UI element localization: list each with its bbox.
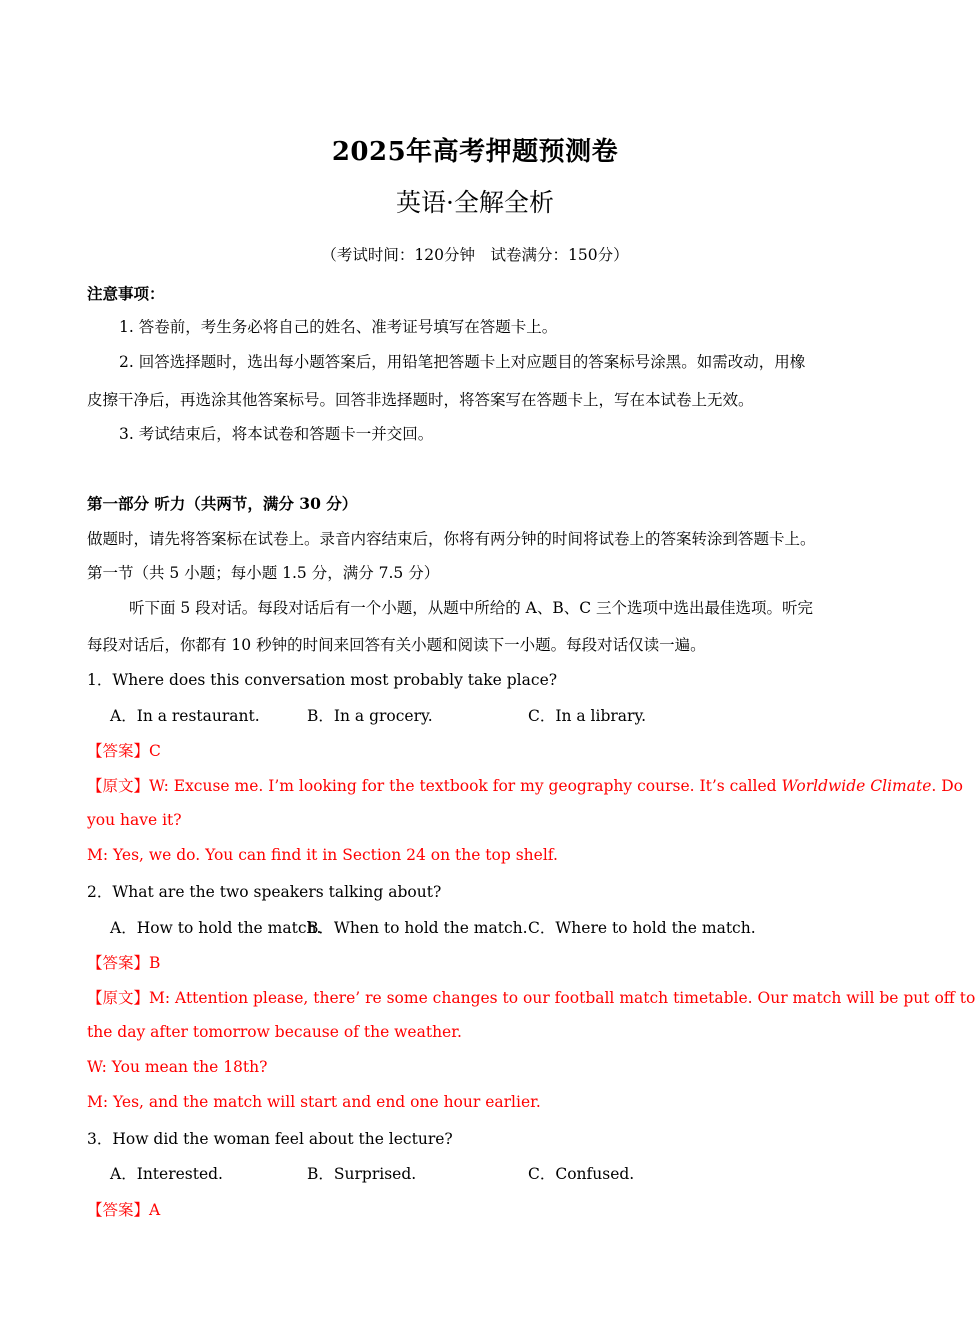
question-2-answer [87,951,160,973]
question-3-option-a: A．Interested. [110,1165,223,1183]
question-2-option-b: B．When to hold the match. [307,919,528,937]
exam-title: 2025年高考押题预测卷 [331,137,619,167]
question-3-option-c: C．Confused. [528,1165,635,1183]
question-2-option-c: C．Where to hold the match. [528,919,756,937]
answer-label: 【答案】 [87,954,150,972]
question-2-source-line-1 [87,986,975,1008]
question-2-source-line-2: the day after tomorrow because of the weather. [87,1023,462,1041]
question-2: 2．What are the two speakers talking about? [87,883,442,901]
answer-value: B [149,954,161,972]
question-1-answer [87,739,161,761]
question-3-option-b: B．Surprised. [307,1165,417,1183]
section1-heading: 第一节（共 5 小题；每小题 1.5 分，满分 7.5 分） [87,564,440,582]
question-1: 1．Where does this conversation most probably take place? [87,671,558,689]
part1-heading: 第一部分 听力（共两节，满分 30 分） [87,494,358,513]
answer-value: C [149,742,161,760]
question-1-option-a: A．In a restaurant. [110,707,260,725]
source-label: 【原文】 [87,777,150,795]
part1-instruction: 做题时，请先将答案标在试卷上。录音内容结束后，你将有两分钟的时间将试卷上的答案转涂到答题卡上。 [87,530,816,548]
question-3: 3．How did the woman feel about the lecture? [87,1130,453,1148]
source-label: 【原文】 [87,989,150,1007]
exam-meta: （考试时间：120分钟 试卷满分：150分） [321,246,629,264]
source-text-end: . Do [931,777,963,795]
source-text: M: Attention please, there’ re some changes to our football match timetable. Our match will be put off to [149,989,975,1007]
question-2-source-line-3: W: You mean the 18th? [87,1058,268,1076]
notice-item-1: 1. 答卷前，考生务必将自己的姓名、准考证号填写在答题卡上。 [119,318,558,336]
question-2-source-line-4: M: Yes, and the match will start and end one hour earlier. [87,1093,541,1111]
notice-item-3: 3. 考试结束后，将本试卷和答题卡一并交回。 [119,425,434,443]
notice-item-2-line-1: 2. 回答选择题时，选出每小题答案后，用铅笔把答题卡上对应题目的答案标号涂黑。如需改动，用橡 [119,353,806,371]
book-title: Worldwide Climate [781,777,932,795]
directions-line-1: 听下面 5 段对话。每段对话后有一个小题，从题中所给的 A、B、C 三个选项中选出最佳选项。听完 [129,599,814,617]
answer-label: 【答案】 [87,742,150,760]
notice-item-2-line-2: 皮擦干净后，再选涂其他答案标号。回答非选择题时，将答案写在答题卡上，写在本试卷上无效。 [87,391,754,409]
question-3-answer [87,1198,160,1220]
source-text: W: Excuse me. I’m looking for the textbook for my geography course. It’s called [149,777,782,795]
question-1-source-line-2: you have it? [87,811,182,829]
answer-value: A [149,1201,161,1219]
question-1-source-line-1 [87,774,963,796]
notice-heading: 注意事项： [87,284,165,303]
answer-label: 【答案】 [87,1201,150,1219]
question-1-option-b: B．In a grocery. [307,707,433,725]
question-2-option-a: A．How to hold the match. [110,919,322,937]
question-1-option-c: C．In a library. [528,707,647,725]
exam-subtitle: 英语·全解全析 [396,188,554,217]
directions-line-2: 每段对话后，你都有 10 秒钟的时间来回答有关小题和阅读下一小题。每段对话仅读一遍。 [87,636,706,654]
question-1-source-line-3: M: Yes, we do. You can find it in Section 24 on the top shelf. [87,846,558,864]
